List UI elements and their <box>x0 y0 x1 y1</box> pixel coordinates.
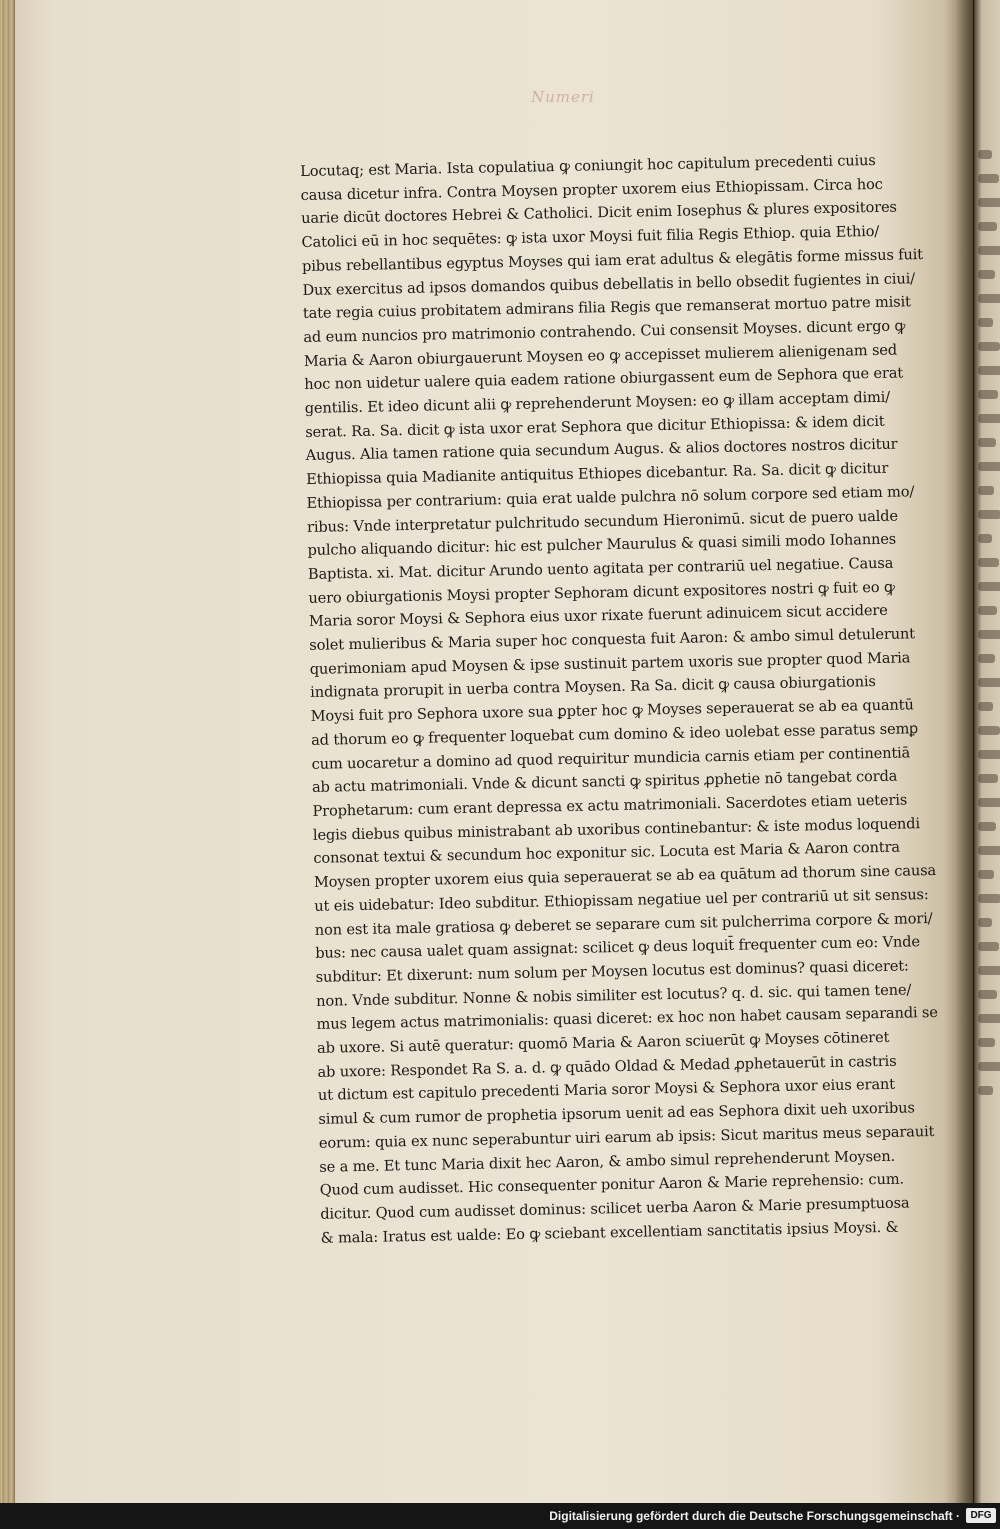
facing-page-text-fragment <box>978 270 995 279</box>
facing-page-text-fragment <box>978 726 1000 735</box>
facing-page-text-fragment <box>978 894 1000 903</box>
text-line: Augus. Alia tamen ratione quia secundum Augus. & alios doctores nostros dicitur <box>305 436 898 465</box>
text-line: gentilis. Et ideo dicunt alii ꝙ reprehenderunt Moysen: eo ꝙ illam acceptam dimi/ <box>304 388 891 417</box>
text-line: querimoniam apud Moysen & ipse sustinuit partem uxoris sue propter quod Maria <box>309 649 911 678</box>
facing-page-text-fragment <box>978 798 1000 807</box>
facing-page-text-fragment <box>978 246 1000 255</box>
text-line: cum uocaretur a domino ad quod requiritur mundicia carnis etiam per continentiā <box>311 743 911 773</box>
text-line: indignata prorupit in uerba contra Moysen. Ra Sa. dicit ꝙ causa obiurgationis <box>310 673 876 702</box>
facing-page-text-fragment <box>978 510 1000 519</box>
text-line: ab uxore. Si autē queratur: quomō Maria & Aaron sciuerūt ꝙ Moyses cōtineret <box>316 1028 890 1057</box>
text-line: causa dicetur infra. Contra Moysen propter uxorem eius Ethiopissam. Circa hoc <box>300 175 883 204</box>
text-line: consonat textui & secundum hoc exponitur sic. Locuta est Maria & Aaron contra <box>313 839 901 868</box>
text-line: pibus rebellantibus egyptus Moyses qui iam erat adultus & elegātis forme missus fuit <box>301 245 924 275</box>
text-line: simul & cum rumor de prophetia ipsorum uenit ad eas Sephora dixit ueh uxoribus <box>318 1099 915 1128</box>
facing-page-text-fragment <box>978 534 992 543</box>
facing-page-text-fragment <box>978 654 995 663</box>
text-line: ut eis uidebatur: Ideo subditur. Ethiopissam negatiue uel per contrariū ut sit sensus: <box>314 885 929 915</box>
facing-page-text-fragment <box>978 1086 993 1095</box>
facing-page-text-fragment <box>978 702 993 711</box>
text-line: uero obiurgationis Moysi propter Sephoram dicunt expositores nostri ꝙ fuit eo ꝙ <box>308 578 895 607</box>
text-line: mus legem actus matrimonialis: quasi diceret: ex hoc non habet causam separandi se <box>316 1004 938 1034</box>
facing-page-text-fragment <box>978 942 999 951</box>
facing-page-text-fragment <box>978 198 1000 207</box>
text-line: Moysen propter uxorem eius quia seperauerat se ab ea quātum ad thorum sine causa <box>313 862 937 891</box>
text-line: Ethiopissa per contrarium: quia erat ualde pulchra nō solum corpore sed etiam mo/ <box>306 483 915 512</box>
facing-page-text-fragment <box>978 150 992 159</box>
facing-page-text-fragment <box>978 822 996 831</box>
dfg-logo: DFG <box>966 1508 996 1523</box>
text-line: ad thorum eo ꝙ frequenter loquebat cum domino & ideo uolebat esse paratus semꝑ <box>310 720 919 749</box>
text-line: solet mulieribus & Maria super hoc conquesta fuit Aaron: & ambo simul detulerunt <box>309 625 916 654</box>
text-line: Ethiopissa quia Madianite antiquitus Ethiopes dicebantur. Ra. Sa. dicit ꝙ dicitur <box>305 459 889 489</box>
text-line: legis diebus quibus ministrabant ab uxoribus continebantur: & iste modus loquendi <box>312 814 921 844</box>
facing-page-edge <box>974 0 1000 1503</box>
text-line: serat. Ra. Sa. dicit ꝙ ista uxor erat Sephora que dicitur Ethiopissa: & idem dicit <box>305 412 885 441</box>
facing-page-text-fragment <box>978 174 999 183</box>
text-line: Maria soror Moysi & Sephora eius uxor rixate fuerunt adinuicem sicut accidere <box>308 602 888 631</box>
facing-page-text-fragment <box>978 462 1000 471</box>
text-line: subditur: Et dixerunt: num solum per Moysen locutus est dominus? quasi diceret: <box>315 957 909 986</box>
facing-page-text-fragment <box>978 438 996 447</box>
text-line: Locutaq; est Maria. Ista copulatiua ꝙ coniungit hoc capitulum precedenti cuius <box>300 151 876 180</box>
text-line: non. Vnde subditur. Nonne & nobis similiter est locutus? q. d. sic. qui tamen tene/ <box>315 981 912 1010</box>
text-line: Dux exercitus ad ipsos domandos quibus debellatis in bello obsedit fugientes in ciui/ <box>302 269 916 299</box>
facing-page-text-fragment <box>978 414 1000 423</box>
facing-page-text-fragment <box>978 870 994 879</box>
facing-page-text-fragment <box>978 390 998 399</box>
facing-page-text-fragment <box>978 750 1000 759</box>
text-line: & mala: Iratus est ualde: Eo ꝙ sciebant excellentiam sanctitatis ipsius Moysi. & <box>320 1218 899 1247</box>
facing-page-text-fragment <box>978 318 993 327</box>
facing-page-text-fragment <box>978 606 997 615</box>
text-line: Baptista. xi. Mat. dicitur Arundo uento agitata per contrariū uel negatiue. Causa <box>307 554 894 583</box>
facing-page-text-fragment <box>978 582 1000 591</box>
facing-page-text-fragment <box>978 630 1000 639</box>
text-line: ribus: Vnde interpretatur pulchritudo secundum Hieronimū. sicut de puero ualde <box>306 507 899 536</box>
text-line: eorum: quia ex nunc seperabuntur uiri earum ab ipsis: Sicut maritus meus separauit <box>318 1122 935 1152</box>
running-head: Numeri <box>531 88 595 106</box>
text-line: dicitur. Quod cum audisset dominus: scilicet uerba Aaron & Marie presumptuosa <box>320 1194 910 1223</box>
text-line: pulcho aliquando dicitur: hic est pulcher Maurulus & quasi simili modo Iohannes <box>307 530 897 560</box>
text-line: non est ita male gratiosa ꝙ deberet se separare cum sit pulcherrima corpore & mori/ <box>314 909 933 939</box>
text-line: uarie dicūt doctores Hebrei & Catholici. Dicit enim Iosephus & plures expositores <box>300 198 897 228</box>
facing-page-text-fragment <box>978 558 999 567</box>
facing-page-text-fragment <box>978 678 1000 687</box>
facing-page-text-fragment <box>978 990 997 999</box>
text-line: ab uxore: Respondet Ra S. a. d. ꝙ quādo Oldad & Medad ꝓphetauerūt in castris <box>317 1052 897 1081</box>
facing-page-text-fragment <box>978 294 1000 303</box>
footer-credit: Digitalisierung gefördert durch die Deutsche Forschungsgemeinschaft · <box>549 1509 960 1523</box>
facing-page-text-fragment <box>978 1014 1000 1023</box>
text-line: Quod cum audisset. Hic consequenter ponitur Aaron & Marie reprehensio: cum. <box>319 1170 905 1200</box>
facing-page-text-fragment <box>978 918 992 927</box>
facing-page-text-fragment <box>978 342 1000 351</box>
text-line: Maria & Aaron obiurgauerunt Moysen eo ꝙ accepisset mulierem alienigenam sed <box>303 341 898 370</box>
text-line: Prophetarum: cum erant depressa ex actu matrimoniali. Sacerdotes etiam ueteris <box>312 791 908 820</box>
facing-page-text-fragment <box>978 1038 995 1047</box>
facing-page-text-fragment <box>978 966 1000 975</box>
text-line: Moysi fuit pro Sephora uxore sua ꝑpter hoc ꝙ Moyses seperauerat se ab ea quantū <box>310 696 914 726</box>
facing-page-text-fragment <box>978 222 997 231</box>
text-line: se a me. Et tunc Maria dixit hec Aaron, & ambo simul reprehenderunt Moysen. <box>319 1147 896 1176</box>
facing-page-text-fragment <box>978 846 1000 855</box>
text-line: ad eum nuncios pro matrimonio contrahendo. Cui consensit Moyses. dicunt ergo ꝙ <box>303 317 906 346</box>
facing-page-text-fragment <box>978 1062 1000 1071</box>
facing-page-text-fragment <box>978 774 998 783</box>
text-line: ut dictum est capitulo precedenti Maria soror Moysi & Sephora uxor eius erant <box>317 1076 896 1105</box>
gutter-shadow <box>955 0 975 1503</box>
text-line: ab actu matrimoniali. Vnde & dicunt sancti ꝙ spiritus ꝓphetie nō tangebat corda <box>311 767 898 797</box>
text-line: Catolici eū in hoc sequētes: ꝙ ista uxor Moysi fuit filia Regis Ethiop. quia Ethio/ <box>301 223 880 252</box>
footer-bar <box>0 1503 1000 1529</box>
text-block <box>300 148 957 1250</box>
text-line: tate regia cuius probitatem admirans filia Regis que remanserat mortuo patre misit <box>302 293 911 323</box>
text-line: bus: nec causa ualet quam assignat: scilicet ꝙ deus loquit̄ frequenter cum eo: Vnde <box>315 933 921 963</box>
facing-page-text-fragment <box>978 366 1000 375</box>
text-line: hoc non uidetur ualere quia eadem ratione obiurgassent eum de Sephora que erat <box>304 364 904 394</box>
facing-page-text-fragment <box>978 486 994 495</box>
